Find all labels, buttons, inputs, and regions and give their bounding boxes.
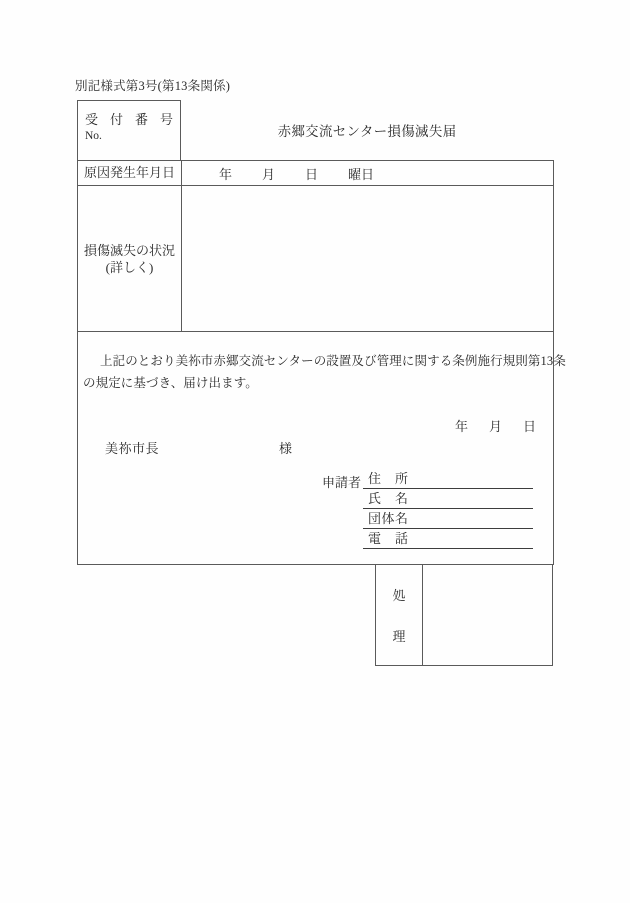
addressee-name: 美祢市長: [105, 441, 160, 456]
cause-date-unit-year: 年: [219, 166, 233, 182]
processing-label-char2: 理: [392, 629, 406, 644]
cause-date-unit-day: 日: [305, 166, 319, 182]
receipt-no-label: No.: [85, 130, 102, 142]
form-title: 赤郷交流センター損傷滅失届: [277, 124, 457, 139]
receipt-number-cell: [77, 100, 181, 160]
addressee-honorific: 様: [279, 441, 293, 456]
cause-date-label: 原因発生年月日: [78, 161, 182, 185]
declaration-text-line1: 上記のとおり美祢市赤郷交流センターの設置及び管理に関する条例施行規則第13条: [100, 354, 566, 368]
damage-status-label-line2: (詳しく): [105, 259, 154, 275]
main-form-table: [77, 160, 566, 565]
applicant-organization-label: 団体名: [368, 511, 409, 526]
processing-input-area[interactable]: [423, 565, 552, 665]
processing-label: [376, 565, 423, 665]
damage-status-label: [78, 186, 182, 331]
damage-status-input-area[interactable]: [182, 186, 553, 331]
applicant-label: 申請者: [322, 475, 362, 490]
processing-label-char1: 処: [392, 588, 406, 603]
declaration-text-line2: の規定に基づき、届け出ます。: [83, 376, 258, 390]
cause-date-unit-month: 月: [262, 166, 276, 182]
applicant-address-label: 住 所: [368, 471, 409, 486]
damage-status-row: [78, 186, 553, 332]
cause-date-input-area[interactable]: [182, 161, 553, 185]
applicant-address-field[interactable]: [363, 469, 533, 489]
damage-status-label-line1: 損傷滅失の状況: [83, 242, 175, 258]
processing-box: [375, 565, 553, 666]
applicant-name-field[interactable]: [363, 489, 533, 509]
cause-date-row: [78, 161, 553, 186]
applicant-phone-field[interactable]: [363, 529, 533, 549]
submission-date-unit-year: 年: [455, 419, 469, 434]
submission-date-unit-month: 月: [489, 419, 503, 434]
applicant-name-label: 氏 名: [368, 491, 409, 506]
submission-date-unit-day: 日: [523, 419, 537, 434]
submission-date-line[interactable]: [455, 416, 536, 435]
applicant-phone-label: 電 話: [368, 531, 409, 546]
declaration-section: [78, 332, 566, 563]
form-style-caption: 別記様式第3号(第13条関係): [75, 79, 231, 93]
receipt-number-label: 受 付 番 号: [85, 112, 173, 127]
cause-date-unit-weekday: 曜日: [348, 166, 375, 182]
applicant-organization-field[interactable]: [363, 509, 533, 529]
